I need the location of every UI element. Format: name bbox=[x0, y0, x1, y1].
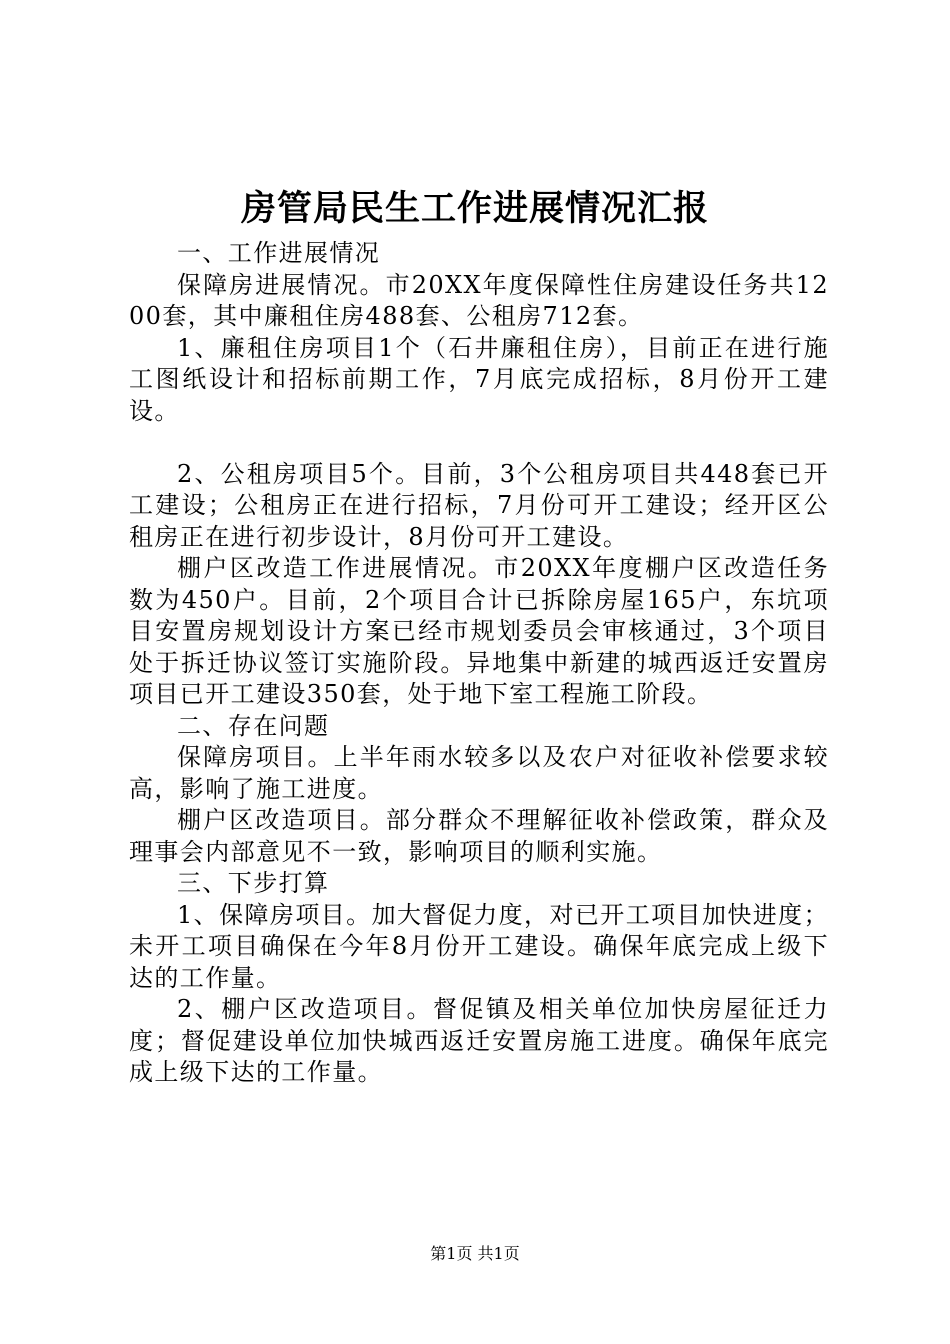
paragraph-shantytown-problem: 棚户区改造项目。部分群众不理解征收补偿政策，群众及理事会内部意见不一致，影响项目的顺利实施。 bbox=[129, 806, 829, 866]
paragraph-housing-problem: 保障房项目。上半年雨水较多以及农户对征收补偿要求较高，影响了施工进度。 bbox=[129, 743, 829, 803]
paragraph-shantytown-plan: 2、棚户区改造项目。督促镇及相关单位加快房屋征迁力度；督促建设单位加快城西返迁安置房施工进度。确保年底完成上级下达的工作量。 bbox=[129, 995, 829, 1086]
document-title: 房管局民生工作进展情况汇报 bbox=[240, 188, 709, 229]
document-body bbox=[129, 238, 829, 1089]
paragraph-low-rent-project: 1、廉租住房项目1个（石井廉租住房），目前正在进行施工图纸设计和招标前期工作，7月底完成招标，8月份开工建设。 bbox=[129, 333, 829, 425]
paragraph-public-rental-project: 2、公租房项目5个。目前，3个公租房项目共448套已开工建设；公租房正在进行招标，7月份可开工建设；经开区公租房正在进行初步设计，8月份可开工建设。 bbox=[129, 459, 829, 551]
page-footer: 第1页 共1页 bbox=[430, 1244, 520, 1263]
paragraph-housing-progress: 保障房进展情况。市20XX年度保障性住房建设任务共1200套，其中廉租住房488套、公租房712套。 bbox=[129, 270, 829, 330]
section-heading-next-steps: 三、下步打算 bbox=[177, 869, 330, 897]
section-heading-problems: 二、存在问题 bbox=[177, 711, 330, 740]
section-heading-progress: 一、工作进展情况 bbox=[177, 239, 381, 267]
paragraph-shantytown-progress: 棚户区改造工作进展情况。市20XX年度棚户区改造任务数为450户。目前，2个项目合计已拆除房屋165户，东坑项目安置房规划设计方案已经市规划委员会审核通过，3个项目处于拆迁协议签订实施阶段。异地集中新建的城西返迁安置房项目已开工建设350套，处于地下室工程施工阶段。 bbox=[129, 554, 829, 708]
paragraph-housing-plan: 1、保障房项目。加大督促力度，对已开工项目加快进度；未开工项目确保在今年8月份开工建设。确保年底完成上级下达的工作量。 bbox=[129, 900, 829, 992]
